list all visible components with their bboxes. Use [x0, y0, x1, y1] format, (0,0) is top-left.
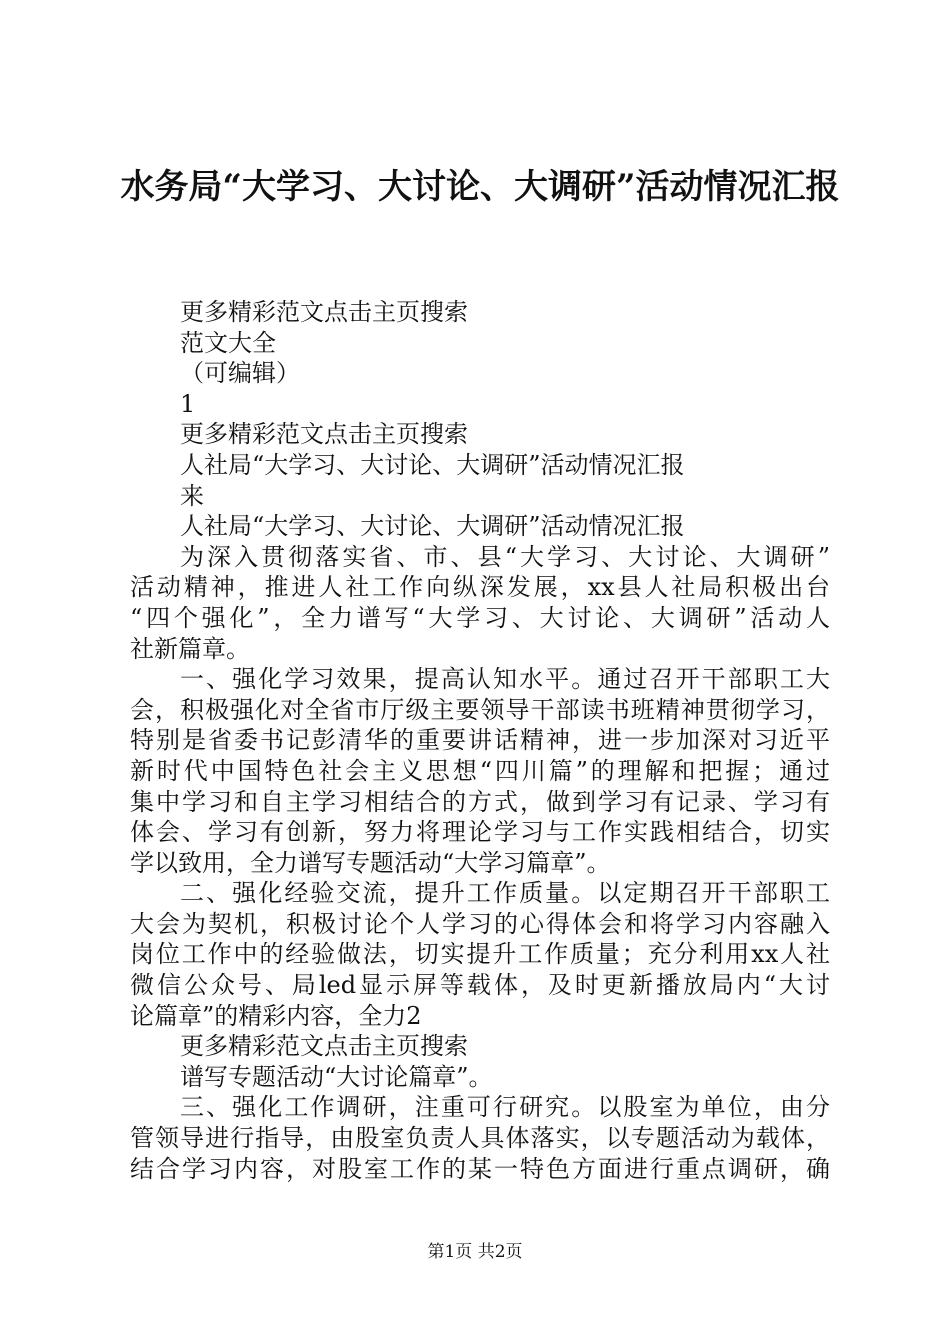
text-line: 三、强化工作调研，注重可行研究。以股室为单位，由分 — [180, 1093, 830, 1122]
text-line: 大会为契机，积极讨论个人学习的心得体会和将学习内容融入 — [130, 909, 830, 938]
text-line: 微信公众号、局led显示屏等载体，及时更新播放局内“大讨 — [130, 971, 830, 1000]
text-line: （可编辑） — [180, 359, 300, 388]
text-line: 岗位工作中的经验做法，切实提升工作质量；充分利用xx人社 — [130, 940, 830, 969]
text-line: 来 — [180, 481, 204, 510]
text-line: 管领导进行指导，由股室负责人具体落实，以专题活动为载体， — [130, 1124, 830, 1153]
text-line: 社新篇章。 — [130, 634, 250, 663]
text-line: 1 — [180, 389, 196, 418]
text-line: 更多精彩范文点击主页搜索 — [180, 1032, 468, 1061]
text-line: 特别是省委书记彭清华的重要讲话精神，进一步加深对习近平 — [130, 726, 830, 755]
document-body — [130, 297, 830, 1184]
text-line: 论篇章”的精彩内容，全力2 — [130, 1001, 422, 1030]
text-line: “四个强化”，全力谱写“大学习、大讨论、大调研”活动人 — [130, 603, 830, 632]
page-footer: 第1页 共2页 — [427, 1242, 523, 1262]
text-line: 人社局“大学习、大讨论、大调研”活动情况汇报 — [180, 512, 685, 541]
text-line: 学以致用，全力谱写专题活动“大学习篇章”。 — [130, 848, 611, 877]
text-line: 为深入贯彻落实省、市、县“大学习、大讨论、大调研” — [180, 542, 830, 571]
text-line: 新时代中国特色社会主义思想“四川篇”的理解和把握；通过 — [130, 756, 830, 785]
text-line: 谱写专题活动“大讨论篇章”。 — [180, 1062, 493, 1091]
text-line: 结合学习内容，对股室工作的某一特色方面进行重点调研，确 — [130, 1154, 830, 1183]
text-line: 更多精彩范文点击主页搜索 — [180, 298, 468, 326]
document-title: 水务局“大学习、大讨论、大调研”活动情况汇报 — [120, 167, 840, 207]
text-line: 范文大全 — [180, 328, 276, 357]
text-line: 体会、学习有创新，努力将理论学习与工作实践相结合，切实 — [130, 818, 830, 847]
text-line: 活动精神，推进人社工作向纵深发展，xx县人社局积极出台 — [130, 573, 830, 602]
text-line: 二、强化经验交流，提升工作质量。以定期召开干部职工 — [180, 879, 830, 908]
text-line: 更多精彩范文点击主页搜索 — [180, 420, 468, 449]
text-line: 一、强化学习效果，提高认知水平。通过召开干部职工大 — [180, 665, 830, 694]
text-line: 人社局“大学习、大讨论、大调研”活动情况汇报 — [180, 450, 685, 479]
text-line: 集中学习和自主学习相结合的方式，做到学习有记录、学习有 — [130, 787, 830, 816]
text-line: 会，积极强化对全省市厅级主要领导干部读书班精神贯彻学习， — [130, 695, 830, 724]
